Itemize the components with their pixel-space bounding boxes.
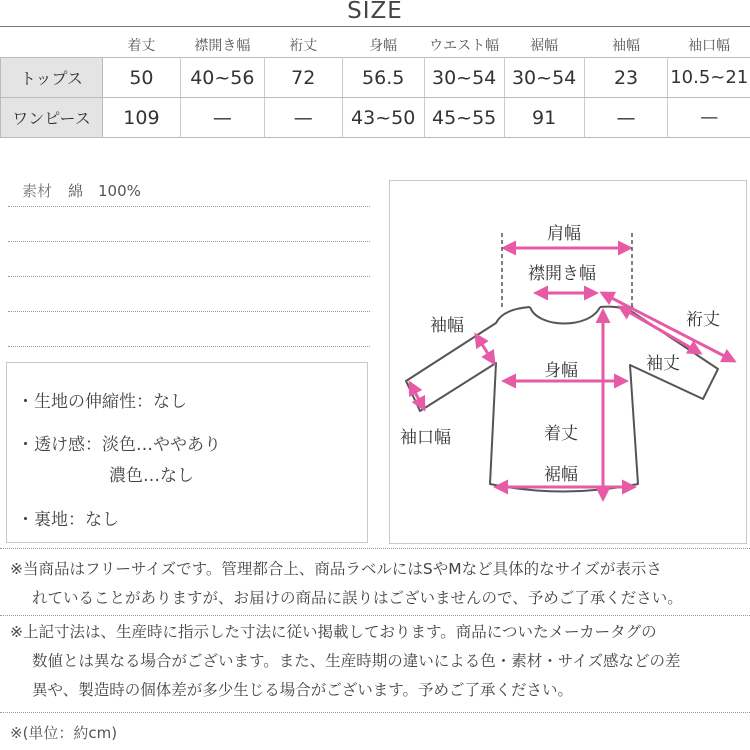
dotted-rule [0, 548, 750, 549]
dotted-rule [8, 346, 370, 347]
table-cell: 56.5 [342, 58, 424, 98]
note-measurements [10, 618, 681, 705]
fabric-properties-box [6, 362, 368, 543]
header-cell: 着丈 [127, 38, 156, 54]
table-cell: 72 [264, 58, 342, 98]
dotted-rule [0, 615, 750, 616]
measurement-diagram [389, 180, 747, 544]
table-cell: 43~50 [342, 98, 424, 138]
note-line: 数値とは異なる場合がございます。また、生産時期の違いによる色・素材・サイズ感などの差 [32, 652, 681, 670]
row-header: ワンピース [1, 98, 103, 138]
label-body-width: 身幅 [544, 361, 578, 381]
note-line: ※上記寸法は、生産時に指示した寸法に従い掲載しております。商品についたメーカータグの [10, 623, 657, 641]
label-cuff-width: 袖口幅 [400, 428, 451, 448]
label-hem-width: 裾幅 [544, 465, 578, 485]
header-cell: 袖口幅 [687, 38, 730, 54]
sheerness-dark-property: 濃色…なし [109, 466, 194, 486]
table-cell: 10.5~21 [668, 58, 750, 98]
label-neck-width: 襟開き幅 [526, 259, 598, 284]
size-title: SIZE [347, 0, 403, 24]
lining-property: ・裏地：なし [17, 510, 119, 530]
dotted-rule [8, 311, 370, 312]
table-cell: — [668, 98, 750, 138]
table-cell: 50 [102, 58, 180, 98]
table-cell: 30~54 [424, 58, 504, 98]
table-cell: — [180, 98, 264, 138]
label-length: 着丈 [544, 424, 578, 444]
size-table [0, 33, 750, 138]
table-cell: — [584, 98, 668, 138]
note-line: ※当商品はフリーサイズです。管理都合上、商品ラベルにはSやMなど具体的なサイズが表示さ [10, 560, 662, 578]
title-divider [0, 26, 750, 27]
table-cell: 109 [102, 98, 180, 138]
table-cell: 23 [584, 58, 668, 98]
note-line: れていることがありますが、お届けの商品に誤りはございませんので、予めご了承ください。 [32, 589, 683, 607]
note-free-size [10, 555, 683, 613]
label-yuki: 裄丈 [686, 310, 720, 330]
table-cell: 91 [504, 98, 584, 138]
material-info [22, 180, 141, 201]
dotted-rule [0, 712, 750, 713]
dotted-rule [8, 276, 370, 277]
header-cell: 身幅 [369, 38, 398, 54]
header-corner [1, 33, 103, 58]
table-cell: — [264, 98, 342, 138]
note-line: 異や、製造時の個体差が多少生じる場合がございます。予めご了承ください。 [32, 681, 573, 699]
table-cell: 45~55 [424, 98, 504, 138]
stretch-property: ・生地の伸縮性：なし [17, 392, 187, 412]
header-cell: 裾幅 [530, 38, 559, 54]
header-cell: ウエスト幅 [429, 38, 500, 54]
label-sleeve-length: 袖丈 [646, 354, 680, 374]
table-cell: 30~54 [504, 58, 584, 98]
table-header-row [1, 33, 750, 58]
material-value: 綿 100% [68, 182, 141, 200]
table-row [1, 58, 750, 98]
sheerness-property: ・透け感：淡色…ややあり [17, 435, 221, 455]
dotted-rule [8, 241, 370, 242]
header-cell: 裄丈 [289, 38, 318, 54]
label-shoulder-width: 肩幅 [545, 219, 583, 244]
row-header: トップス [1, 58, 103, 98]
dotted-rule [8, 206, 370, 207]
header-cell: 袖幅 [612, 38, 641, 54]
table-cell: 40~56 [180, 58, 264, 98]
label-sleeve-width: 袖幅 [430, 316, 464, 336]
header-cell: 襟開き幅 [194, 38, 251, 54]
table-row [1, 98, 750, 138]
unit-note: ※(単位：約cm) [10, 724, 118, 742]
material-label: 素材 [22, 182, 53, 200]
